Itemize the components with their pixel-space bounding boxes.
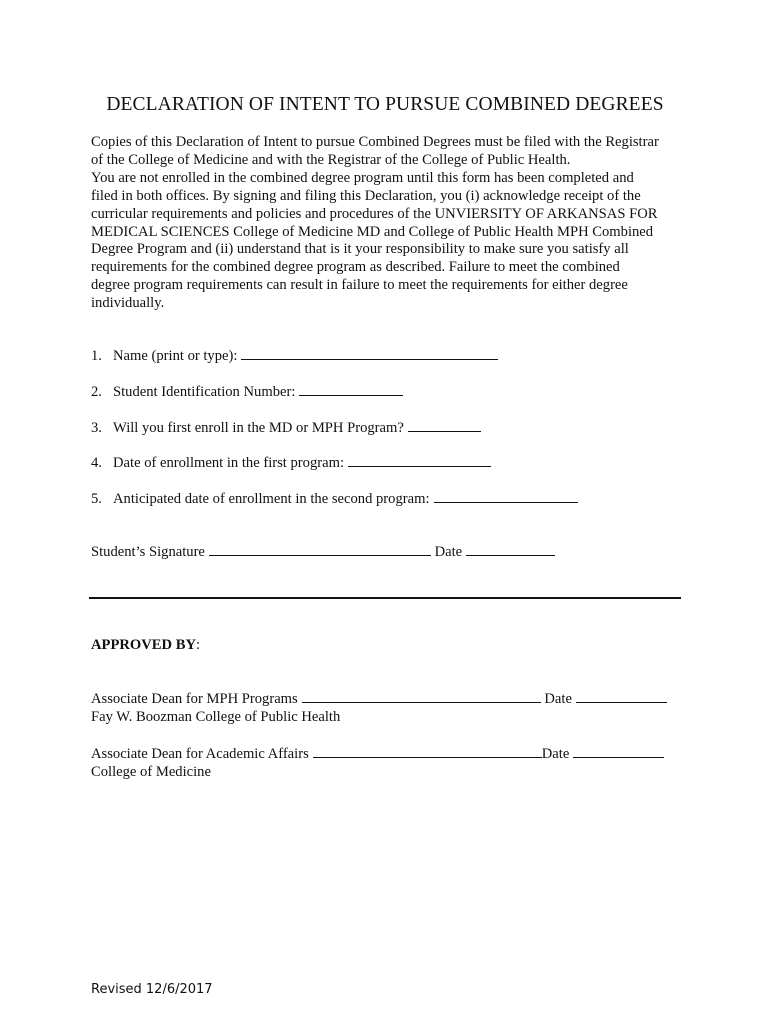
question-number: 1. [91,348,102,364]
question-number: 2. [91,384,102,400]
question-label: Name (print or type): [113,348,238,364]
question-student-id [91,384,403,401]
approved-by-label: APPROVED BY [91,637,196,653]
dean-title: Associate Dean for MPH Programs [91,691,298,707]
intro-line: individually. [91,295,165,312]
question-name [91,348,498,365]
student-date-field[interactable] [466,554,555,556]
dean-academic-affairs-block [91,745,664,781]
date-label: Date [544,691,572,707]
dean-academic-signature-field[interactable] [313,756,542,758]
question-number: 4. [91,455,102,471]
second-enrollment-date-field[interactable] [434,501,578,503]
intro-line: MEDICAL SCIENCES College of Medicine MD and College of Public Health MPH Combined [91,223,654,240]
name-field[interactable] [241,358,498,360]
intro-line: of the College of Medicine and with the Registrar of the College of Public Health. [91,151,571,168]
dean-title: Associate Dean for Academic Affairs [91,746,309,762]
intro-line: Copies of this Declaration of Intent to pursue Combined Degrees must be filed with the Registrar [91,134,659,150]
first-enrollment-date-field[interactable] [348,465,491,467]
intro-paragraph [91,134,659,313]
document-title: DECLARATION OF INTENT TO PURSUE COMBINED DEGREES [106,94,664,115]
first-program-field[interactable] [408,430,481,432]
section-divider [89,597,681,599]
dean-college: Fay W. Boozman College of Public Health [91,709,341,725]
intro-line: You are not enrolled in the combined degree program until this form has been completed and [91,169,634,186]
question-first-enrollment-date [91,455,491,472]
approved-by-heading [91,637,200,654]
approved-by-colon: : [196,637,201,653]
revision-footer: Revised 12/6/2017 [91,982,213,997]
intro-line: Degree Program and (ii) understand that is it your responsibility to make sure you satisfy all [91,241,629,258]
dean-mph-date-field[interactable] [576,701,667,703]
signature-label: Student’s Signature [91,544,205,560]
dean-mph-block [91,690,667,726]
date-label: Date [434,544,463,560]
student-id-field[interactable] [299,394,403,396]
question-label: Student Identification Number: [113,384,296,400]
question-label: Will you first enroll in the MD or MPH Program? [113,420,404,436]
dean-mph-signature-field[interactable] [302,701,541,703]
question-label: Anticipated date of enrollment in the second program: [113,491,430,507]
intro-line: degree program requirements can result in failure to meet the requirements for either degree [91,277,628,294]
intro-line: filed in both offices. By signing and filing this Declaration, you (i) acknowledge receipt of the [91,187,641,204]
student-signature-row [91,544,555,561]
student-signature-field[interactable] [209,554,431,556]
question-number: 5. [91,491,102,507]
question-second-enrollment-date [91,491,578,508]
intro-line: curricular requirements and policies and procedures of the UNVIERSITY OF ARKANSAS FOR [91,205,658,222]
question-label: Date of enrollment in the first program: [113,455,344,471]
dean-college: College of Medicine [91,764,211,780]
question-number: 3. [91,420,102,436]
dean-academic-date-field[interactable] [573,756,664,758]
intro-line: requirements for the combined degree program as described. Failure to meet the combined [91,259,620,276]
question-first-program [91,420,481,437]
date-label: Date [541,746,570,762]
